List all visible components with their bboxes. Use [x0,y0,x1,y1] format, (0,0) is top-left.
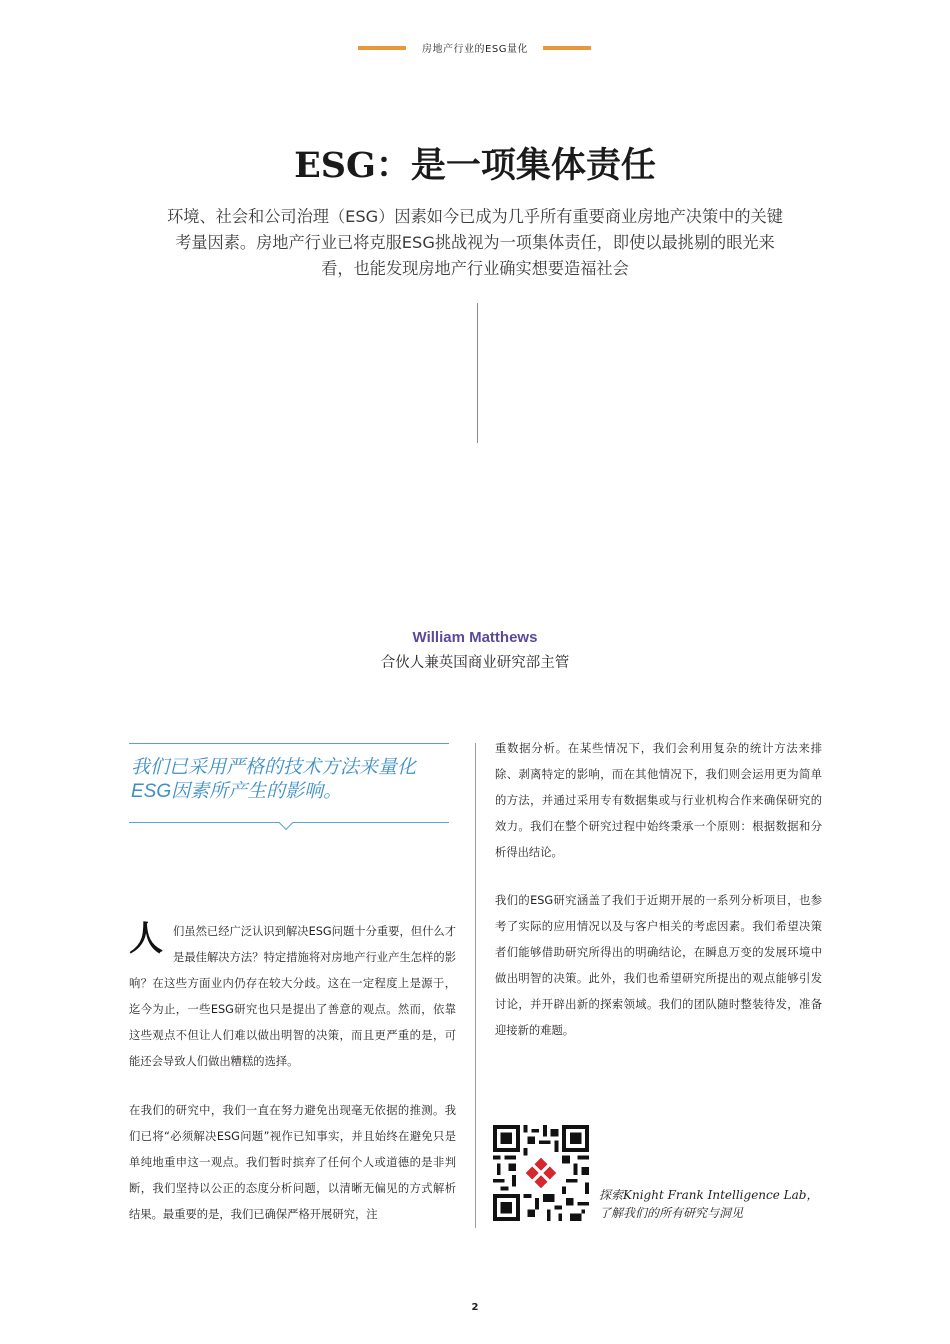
explore-line-1[interactable]: 探索Knight Frank Intelligence Lab， [599,1188,819,1202]
page-title: ESG：是一项集体责任 [294,145,656,186]
header-rule-right [543,46,591,50]
running-header: 房地产行业的ESG量化 [422,44,528,55]
vertical-divider [477,303,478,443]
column-divider [475,743,476,1228]
header-rule-left [358,46,406,50]
explore-caption [599,1186,839,1222]
pull-quote: 我们已采用严格的技术方法来量化ESG因素所产生的影响。 [131,757,417,802]
explore-line-2: 了解我们的所有研究与洞见 [599,1206,744,1220]
body-paragraph-1-text: 们虽然已经广泛认识到解决ESG问题十分重要，但什么才是最佳解决方法？特定措施将对房地产行业产生怎样的影响？在这些方面业内仍存在较大分歧。这在一定程度上是源于，迄今为止，一些ESG研究也只是提出了善意的观点。然而，依靠这些观点不但让人们难以做出明智的决策，而且更严重的是，可能还会导致人们做出糟糕的选择。 [129,925,456,1068]
quote-notch-icon [279,816,293,830]
body-paragraph-3: 重数据分析。在某些情况下，我们会利用复杂的统计方法来排除、剥离特定的影响，而在其他情况下，我们则会运用更为简单的方法，并通过采用专有数据集或与行业机构合作来确保研究的效力。我们在整个研究过程中始终秉承一个原则：根据数据和分析得出结论。 [495,742,822,859]
qr-code-icon[interactable] [493,1125,589,1221]
page-number: 2 [471,1302,479,1313]
body-paragraph-2: 在我们的研究中，我们一直在努力避免出现毫无依据的推测。我们已将“必须解决ESG问题”视作已知事实，并且始终在避免只是单纯地重申这一观点。我们暂时摈弃了任何个人或道德的是非判断，我们坚持以公正的态度分析问题，以清晰无偏见的方式解析结果。最重要的是，我们已确保严格开展研究，注 [129,1104,456,1221]
drop-cap: 人 [129,919,163,959]
author-name: William Matthews [412,629,538,646]
intro-paragraph: 环境、社会和公司治理（ESG）因素如今已成为几乎所有重要商业房地产决策中的关键考量因素。房地产行业已将克服ESG挑战视为一项集体责任，即使以最挑剔的眼光来看，也能发现房地产行业确实想要造福社会 [167,207,783,278]
body-paragraph-4: 我们的ESG研究涵盖了我们于近期开展的一系列分析项目，也参考了实际的应用情况以及与客户相关的考虑因素。我们希望决策者们能够借助研究所得出的明确结论，在瞬息万变的发展环境中做出明智的决策。此外，我们也希望研究所提出的观点能够引发讨论，并开辟出新的探索领域。我们的团队随时整装待发，准备迎接新的难题。 [495,894,822,1037]
author-role: 合伙人兼英国商业研究部主管 [380,655,570,671]
quote-rule-top [129,743,449,744]
body-paragraph-1 [129,919,456,1074]
